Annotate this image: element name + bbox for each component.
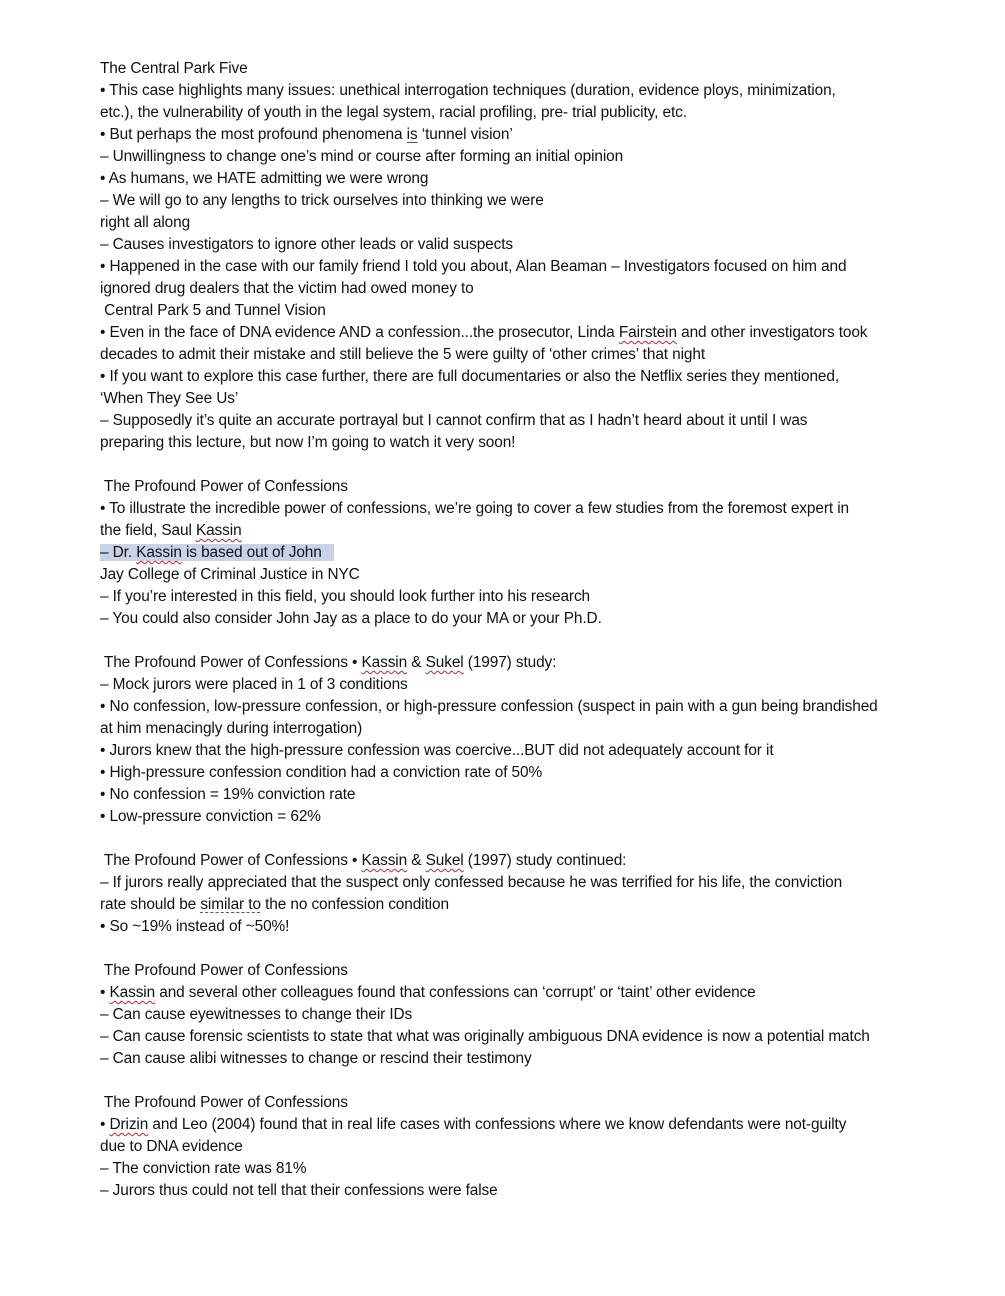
para-7: right all along: [100, 214, 191, 231]
spellcheck-flagged-word[interactable]: Kassin: [136, 544, 182, 561]
para-16: – Supposedly it’s quite an accurate portrayal but I cannot confirm that as I hadn’t heard about it until I was: [100, 412, 808, 429]
text-run: • But perhaps the most profound phenomena: [100, 126, 407, 143]
para-50: – The conviction rate was 81%: [100, 1160, 307, 1177]
spellcheck-flagged-word[interactable]: Kassin: [361, 654, 408, 671]
text-run: (1997) study:: [463, 654, 557, 671]
grammar-flagged-word[interactable]: is: [406, 126, 418, 143]
para-10: ignored drug dealers that the victim had owed money to: [100, 280, 474, 297]
para-42: [100, 982, 935, 1004]
selected-text[interactable]: [100, 544, 334, 561]
para-45: – Can cause alibi witnesses to change or rescind their testimony: [100, 1050, 532, 1067]
heading-kassin-sukel-continued: [100, 850, 935, 872]
para-32: • High-pressure confession condition had a conviction rate of 50%: [100, 764, 543, 781]
para-28: – Mock jurors were placed in 1 of 3 conditions: [100, 676, 408, 693]
para-2: etc.), the vulnerability of youth in the legal system, racial profiling, pre- trial publicity, etc.: [100, 104, 687, 121]
para-43: – Can cause eyewitnesses to change their IDs: [100, 1006, 413, 1023]
text-run: •: [100, 1116, 110, 1133]
grammar-flagged-phrase[interactable]: similar to: [200, 896, 261, 913]
para-25: – You could also consider John Jay as a place to do your MA or your Ph.D.: [100, 610, 602, 627]
para-22[interactable]: [100, 542, 935, 564]
para-15: ‘When They See Us’: [100, 390, 239, 407]
spellcheck-flagged-word[interactable]: Kassin: [195, 522, 242, 539]
heading-power-of-confessions: The Profound Power of Confessions: [100, 478, 348, 495]
para-49: due to DNA evidence: [100, 1138, 243, 1155]
para-33: • No confession = 19% conviction rate: [100, 786, 356, 803]
para-37: – If jurors really appreciated that the suspect only confessed because he was terrified for his life, the conviction: [100, 874, 843, 891]
text-run: is based out of John: [181, 544, 322, 561]
text-run: – Dr.: [100, 544, 137, 561]
text-run: rate should be: [100, 896, 201, 913]
blank-line: [100, 630, 935, 652]
para-9: • Happened in the case with our family friend I told you about, Alan Beaman – Investigators focused on him and: [100, 258, 847, 275]
text-run: the field, Saul: [100, 522, 196, 539]
blank-line: [100, 454, 935, 476]
text-run: (1997) study continued:: [463, 852, 627, 869]
blank-line: [100, 1070, 935, 1092]
text-run: • Even in the face of DNA evidence AND a confession...the prosecutor, Linda: [100, 324, 619, 341]
heading-tunnel-vision: Central Park 5 and Tunnel Vision: [100, 302, 326, 319]
para-23: Jay College of Criminal Justice in NYC: [100, 566, 360, 583]
para-8: – Causes investigators to ignore other leads or valid suspects: [100, 236, 513, 253]
para-48: [100, 1114, 935, 1136]
spellcheck-flagged-word[interactable]: Sukel: [425, 654, 464, 671]
heading-power-of-confessions-3: The Profound Power of Confessions: [100, 1094, 348, 1111]
para-51: – Jurors thus could not tell that their confessions were false: [100, 1182, 498, 1199]
para-31: • Jurors knew that the high-pressure confession was coercive...BUT did not adequately account for it: [100, 742, 774, 759]
para-39: • So ~19% instead of ~50%!: [100, 918, 290, 935]
text-run: ‘tunnel vision’: [417, 126, 513, 143]
spellcheck-flagged-word[interactable]: Kassin: [109, 984, 156, 1001]
spellcheck-flagged-word[interactable]: Sukel: [425, 852, 464, 869]
blank-line: [100, 938, 935, 960]
para-6: – We will go to any lengths to trick ourselves into thinking we were: [100, 192, 544, 209]
text-run: The Profound Power of Confessions •: [100, 654, 362, 671]
para-0: The Central Park Five: [100, 60, 248, 77]
spellcheck-flagged-word[interactable]: Fairstein: [618, 324, 677, 341]
para-24: – If you’re interested in this field, you should look further into his research: [100, 588, 590, 605]
text-run: The Profound Power of Confessions •: [100, 852, 362, 869]
para-4: – Unwillingness to change one’s mind or course after forming an initial opinion: [100, 148, 624, 165]
spellcheck-flagged-word[interactable]: Drizin: [109, 1116, 149, 1133]
text-run: &: [407, 654, 426, 671]
para-34: • Low-pressure conviction = 62%: [100, 808, 321, 825]
heading-kassin-sukel-study: [100, 652, 935, 674]
para-17: preparing this lecture, but now I’m going to watch it very soon!: [100, 434, 516, 451]
text-run: the no confession condition: [260, 896, 449, 913]
text-run: &: [407, 852, 426, 869]
text-run: and Leo (2004) found that in real life cases with confessions where we know defendants were not-guilty: [148, 1116, 847, 1133]
blank-line: [100, 828, 935, 850]
text-run: and other investigators took: [676, 324, 868, 341]
para-13: decades to admit their mistake and still believe the 5 were guilty of ‘other crimes’ that night: [100, 346, 706, 363]
text-run: and several other colleagues found that confessions can ‘corrupt’ or ‘taint’ other evidence: [155, 984, 756, 1001]
para-14: • If you want to explore this case further, there are full documentaries or also the Netflix series they mentioned,: [100, 368, 840, 385]
para-44: – Can cause forensic scientists to state that what was originally ambiguous DNA evidence is now a potential match: [100, 1028, 870, 1045]
para-29: • No confession, low-pressure confession, or high-pressure confession (suspect in pain with a gun being brandished: [100, 698, 878, 715]
para-38: [100, 894, 935, 916]
para-20: • To illustrate the incredible power of confessions, we’re going to cover a few studies from the foremost expert in: [100, 500, 849, 517]
para-5: • As humans, we HATE admitting we were wrong: [100, 170, 429, 187]
para-3: [100, 124, 935, 146]
para-30: at him menacingly during interrogation): [100, 720, 363, 737]
para-12: [100, 322, 935, 344]
heading-power-of-confessions-2: The Profound Power of Confessions: [100, 962, 348, 979]
text-run: •: [100, 984, 110, 1001]
spellcheck-flagged-word[interactable]: Kassin: [361, 852, 408, 869]
para-21: [100, 520, 935, 542]
para-1: • This case highlights many issues: unethical interrogation techniques (duration, evidence ploys, minimization,: [100, 82, 836, 99]
